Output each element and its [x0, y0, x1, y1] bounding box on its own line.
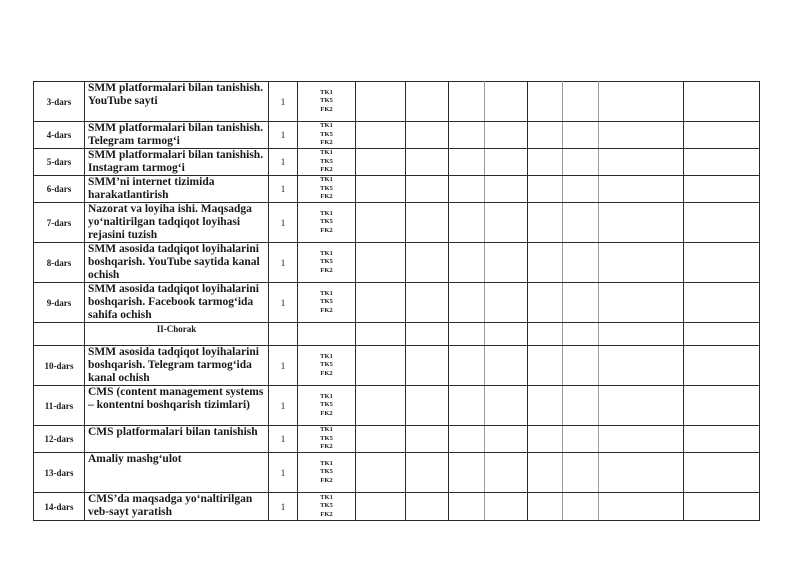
competency-code: TK1 — [320, 249, 333, 257]
competency-codes-cell — [298, 323, 356, 346]
empty-cell — [563, 122, 599, 149]
competency-code: FK2 — [320, 443, 333, 451]
lesson-title: CMS’da maqsadga yo‘naltirilgan veb-sayt yaratish — [85, 493, 269, 521]
empty-cell — [356, 386, 406, 426]
competency-code: FK2 — [320, 369, 333, 377]
table-row — [34, 122, 760, 149]
empty-cell — [599, 243, 684, 283]
empty-cell — [485, 426, 528, 453]
empty-cell — [485, 323, 528, 346]
section-row — [34, 323, 760, 346]
empty-cell — [684, 493, 760, 521]
empty-cell — [356, 493, 406, 521]
empty-cell — [563, 283, 599, 323]
empty-cell — [599, 283, 684, 323]
competency-code: TK1 — [320, 209, 333, 217]
competency-code: TK5 — [320, 298, 333, 306]
competency-code: FK2 — [320, 510, 333, 518]
empty-cell — [356, 453, 406, 493]
empty-cell — [528, 82, 563, 122]
empty-cell — [599, 493, 684, 521]
lesson-plan-table — [33, 81, 760, 521]
competency-code: TK1 — [320, 493, 333, 501]
competency-code: TK1 — [320, 149, 333, 157]
empty-cell — [356, 149, 406, 176]
lesson-title: SMM asosida tadqiqot loyihalarini boshqarish. YouTube saytida kanal ochish — [85, 243, 269, 283]
empty-cell — [599, 82, 684, 122]
empty-cell — [449, 386, 485, 426]
empty-cell — [563, 149, 599, 176]
lesson-number: 13-dars — [34, 453, 85, 493]
empty-cell — [356, 243, 406, 283]
lesson-title: SMM platformalari bilan tanishish. Instagram tarmog‘i — [85, 149, 269, 176]
lesson-hours: 1 — [269, 453, 298, 493]
lesson-hours: 1 — [269, 493, 298, 521]
lesson-number: 3-dars — [34, 82, 85, 122]
empty-cell — [563, 426, 599, 453]
empty-cell — [684, 346, 760, 386]
empty-cell — [599, 426, 684, 453]
empty-cell — [485, 493, 528, 521]
lesson-hours: 1 — [269, 426, 298, 453]
empty-cell — [563, 323, 599, 346]
empty-cell — [485, 176, 528, 203]
empty-cell — [599, 323, 684, 346]
lesson-number: 12-dars — [34, 426, 85, 453]
empty-cell — [599, 453, 684, 493]
table-row — [34, 493, 760, 521]
competency-codes — [298, 346, 356, 386]
empty-cell — [406, 149, 449, 176]
table-row — [34, 82, 760, 122]
lesson-number: 9-dars — [34, 283, 85, 323]
lesson-hours: 1 — [269, 176, 298, 203]
lesson-hours: 1 — [269, 283, 298, 323]
empty-cell — [449, 203, 485, 243]
empty-cell — [356, 122, 406, 149]
empty-cell — [406, 283, 449, 323]
empty-cell — [356, 82, 406, 122]
empty-cell — [406, 493, 449, 521]
empty-cell — [485, 203, 528, 243]
empty-cell — [563, 176, 599, 203]
empty-cell — [356, 346, 406, 386]
empty-cell — [449, 283, 485, 323]
lesson-hours: 1 — [269, 243, 298, 283]
competency-code: FK2 — [320, 266, 333, 274]
lesson-title: SMM platformalari bilan tanishish. YouTube sayti — [85, 82, 269, 122]
empty-cell — [563, 243, 599, 283]
empty-cell — [528, 243, 563, 283]
empty-cell — [449, 243, 485, 283]
empty-cell — [528, 323, 563, 346]
competency-code: TK5 — [320, 218, 333, 226]
empty-cell — [406, 203, 449, 243]
competency-code: FK2 — [320, 166, 333, 174]
lesson-number: 8-dars — [34, 243, 85, 283]
lesson-number-cell — [34, 323, 85, 346]
empty-cell — [684, 203, 760, 243]
competency-code: TK1 — [320, 289, 333, 297]
lesson-title: CMS (content management systems – kontentni boshqarish tizimlari) — [85, 386, 269, 426]
empty-cell — [563, 82, 599, 122]
table-row — [34, 149, 760, 176]
empty-cell — [485, 243, 528, 283]
empty-cell — [406, 122, 449, 149]
lesson-title: Nazorat va loyiha ishi. Maqsadga yo‘naltirilgan tadqiqot loyihasi rejasini tuzish — [85, 203, 269, 243]
competency-codes — [298, 283, 356, 323]
empty-cell — [485, 346, 528, 386]
competency-codes — [298, 493, 356, 521]
competency-code: TK5 — [320, 97, 333, 105]
lesson-title: CMS platformalari bilan tanishish — [85, 426, 269, 453]
table-row — [34, 176, 760, 203]
competency-code: TK5 — [320, 157, 333, 165]
empty-cell — [449, 122, 485, 149]
empty-cell — [485, 82, 528, 122]
lesson-hours: 1 — [269, 122, 298, 149]
competency-code: TK1 — [320, 176, 333, 184]
competency-codes — [298, 176, 356, 203]
empty-cell — [406, 386, 449, 426]
empty-cell — [485, 386, 528, 426]
empty-cell — [406, 426, 449, 453]
empty-cell — [684, 426, 760, 453]
empty-cell — [449, 176, 485, 203]
empty-cell — [684, 323, 760, 346]
empty-cell — [684, 176, 760, 203]
empty-cell — [599, 386, 684, 426]
empty-cell — [528, 346, 563, 386]
empty-cell — [406, 346, 449, 386]
empty-cell — [684, 386, 760, 426]
empty-cell — [449, 346, 485, 386]
empty-cell — [485, 453, 528, 493]
section-label: II-Chorak — [85, 323, 269, 346]
competency-code: TK5 — [320, 184, 333, 192]
competency-code: TK5 — [320, 258, 333, 266]
empty-cell — [684, 283, 760, 323]
hours-cell — [269, 323, 298, 346]
empty-cell — [528, 203, 563, 243]
empty-cell — [356, 283, 406, 323]
lesson-hours: 1 — [269, 203, 298, 243]
empty-cell — [563, 493, 599, 521]
empty-cell — [449, 493, 485, 521]
lesson-title: Amaliy mashg‘ulot — [85, 453, 269, 493]
empty-cell — [449, 323, 485, 346]
empty-cell — [684, 453, 760, 493]
competency-code: TK1 — [320, 88, 333, 96]
empty-cell — [449, 453, 485, 493]
empty-cell — [528, 176, 563, 203]
competency-codes — [298, 149, 356, 176]
empty-cell — [406, 453, 449, 493]
empty-cell — [528, 149, 563, 176]
empty-cell — [449, 82, 485, 122]
lesson-number: 7-dars — [34, 203, 85, 243]
competency-code: TK1 — [320, 459, 333, 467]
competency-codes — [298, 203, 356, 243]
competency-code: TK5 — [320, 361, 333, 369]
competency-code: TK1 — [320, 426, 333, 434]
empty-cell — [356, 203, 406, 243]
empty-cell — [528, 453, 563, 493]
competency-code: TK5 — [320, 130, 333, 138]
empty-cell — [485, 122, 528, 149]
empty-cell — [599, 149, 684, 176]
competency-code: FK2 — [320, 226, 333, 234]
table-row — [34, 203, 760, 243]
empty-cell — [684, 82, 760, 122]
empty-cell — [684, 122, 760, 149]
empty-cell — [485, 283, 528, 323]
competency-code: FK2 — [320, 476, 333, 484]
empty-cell — [599, 203, 684, 243]
competency-codes — [298, 453, 356, 493]
empty-cell — [599, 122, 684, 149]
empty-cell — [528, 386, 563, 426]
empty-cell — [406, 82, 449, 122]
competency-code: TK1 — [320, 352, 333, 360]
lesson-number: 14-dars — [34, 493, 85, 521]
empty-cell — [563, 386, 599, 426]
lesson-hours: 1 — [269, 346, 298, 386]
empty-cell — [406, 323, 449, 346]
empty-cell — [449, 426, 485, 453]
lesson-hours: 1 — [269, 149, 298, 176]
lesson-title: SMM platformalari bilan tanishish. Telegram tarmog‘i — [85, 122, 269, 149]
competency-codes — [298, 82, 356, 122]
lesson-number: 5-dars — [34, 149, 85, 176]
table-row — [34, 283, 760, 323]
competency-code: FK2 — [320, 306, 333, 314]
empty-cell — [684, 243, 760, 283]
empty-cell — [599, 176, 684, 203]
empty-cell — [599, 346, 684, 386]
table-row — [34, 243, 760, 283]
competency-codes — [298, 243, 356, 283]
empty-cell — [528, 426, 563, 453]
lesson-title: SMM asosida tadqiqot loyihalarini boshqarish. Facebook tarmog‘ida sahifa ochish — [85, 283, 269, 323]
empty-cell — [449, 149, 485, 176]
competency-codes — [298, 386, 356, 426]
competency-code: FK2 — [320, 139, 333, 147]
lesson-number: 6-dars — [34, 176, 85, 203]
competency-codes — [298, 426, 356, 453]
lesson-hours: 1 — [269, 386, 298, 426]
empty-cell — [356, 176, 406, 203]
competency-code: TK5 — [320, 502, 333, 510]
competency-code: FK2 — [320, 193, 333, 201]
competency-codes — [298, 122, 356, 149]
lesson-title: SMM’ni internet tizimida harakatlantirish — [85, 176, 269, 203]
empty-cell — [563, 346, 599, 386]
table-row — [34, 346, 760, 386]
table-row — [34, 453, 760, 493]
empty-cell — [528, 122, 563, 149]
lesson-number: 10-dars — [34, 346, 85, 386]
competency-code: TK1 — [320, 392, 333, 400]
empty-cell — [406, 176, 449, 203]
empty-cell — [563, 203, 599, 243]
lesson-number: 4-dars — [34, 122, 85, 149]
empty-cell — [684, 149, 760, 176]
lesson-number: 11-dars — [34, 386, 85, 426]
table-row — [34, 426, 760, 453]
empty-cell — [485, 149, 528, 176]
empty-cell — [563, 453, 599, 493]
lesson-hours: 1 — [269, 82, 298, 122]
competency-code: FK2 — [320, 409, 333, 417]
empty-cell — [406, 243, 449, 283]
empty-cell — [356, 323, 406, 346]
empty-cell — [528, 283, 563, 323]
competency-code: TK5 — [320, 401, 333, 409]
lesson-title: SMM asosida tadqiqot loyihalarini boshqarish. Telegram tarmog‘ida kanal ochish — [85, 346, 269, 386]
empty-cell — [528, 493, 563, 521]
empty-cell — [356, 426, 406, 453]
competency-code: TK1 — [320, 122, 333, 130]
competency-code: TK5 — [320, 468, 333, 476]
competency-code: FK2 — [320, 105, 333, 113]
competency-code: TK5 — [320, 434, 333, 442]
table-row — [34, 386, 760, 426]
